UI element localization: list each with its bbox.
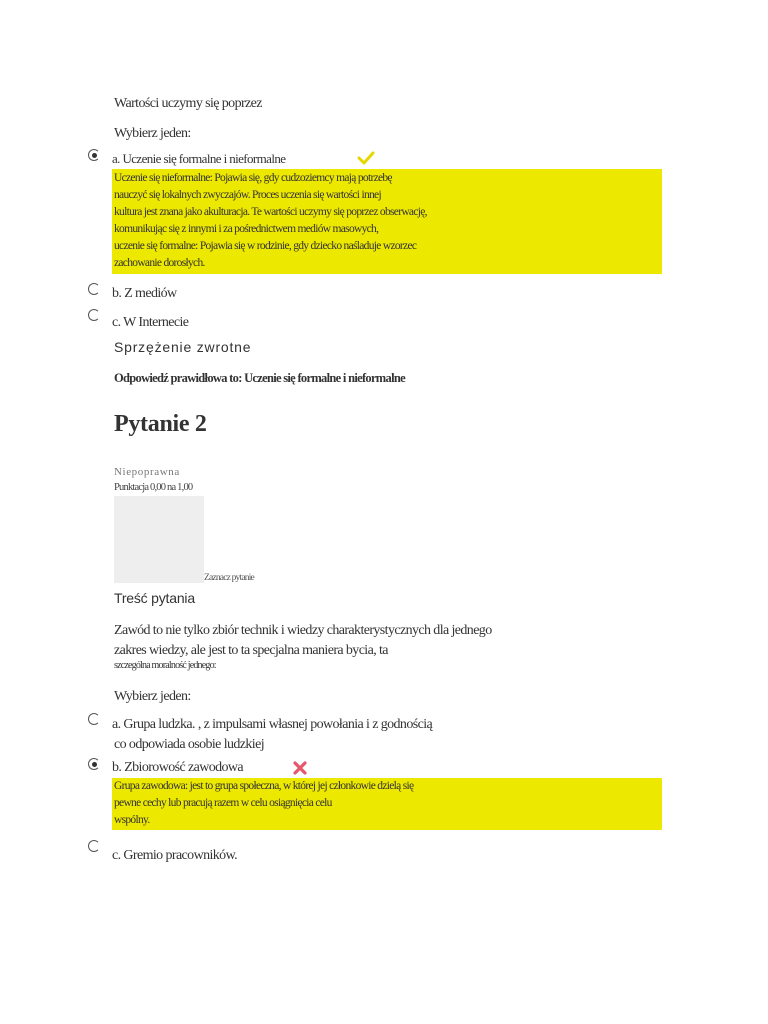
q1-option-a-label[interactable]: a. Uczenie się formalne i nieformalne [112, 151, 286, 166]
q2-content-heading: Treść pytania [114, 590, 195, 606]
q2-option-c-radio[interactable] [88, 840, 100, 852]
q2-option-a-label[interactable] [112, 715, 432, 755]
feedback-line: zachowanie dorosłych. [114, 257, 205, 269]
q1-choose-one: Wybierz jeden: [114, 126, 191, 141]
q2-option-a-radio[interactable] [88, 713, 100, 725]
flag-question-link[interactable]: Zaznacz pytanie [204, 573, 254, 583]
q1-option-b-label[interactable]: b. Z mediów [112, 286, 177, 301]
q1-option-a-radio[interactable] [88, 149, 100, 161]
q2-option-b-label[interactable]: b. Zbiorowość zawodowa [112, 760, 244, 775]
q2-option-b-feedback [112, 778, 662, 830]
q2-title: Pytanie 2 [114, 411, 207, 437]
q1-option-c-label[interactable]: c. W Internecie [112, 315, 189, 330]
radio-selected-dot [92, 153, 97, 158]
q1-option-c-radio[interactable] [88, 309, 100, 321]
feedback-line: komunikując się z innymi i za pośrednictwem mediów masowych, [114, 223, 379, 235]
q2-prompt-line: zakres wiedzy, ale jest to ta specjalna maniera bycia, ta [114, 643, 388, 658]
feedback-line: Uczenie się nieformalne: Pojawia się, gdy cudzoziemcy mają potrzebę [114, 172, 392, 184]
q2-option-b-radio[interactable] [88, 758, 100, 770]
q1-feedback-heading: Sprzężenie zwrotne [114, 339, 252, 355]
q2-option-a-line: co odpowiada osobie ludzkiej [114, 737, 264, 752]
q1-correct-answer: Odpowiedź prawidłowa to: Uczenie się formalne i nieformalne [114, 371, 405, 385]
cross-icon [292, 760, 308, 776]
q2-status: Niepoprawna [114, 466, 180, 478]
q2-option-c-label[interactable]: c. Gremio pracowników. [112, 848, 238, 863]
radio-selected-dot [92, 762, 97, 767]
feedback-line: uczenie się formalne: Pojawia się w rodzinie, gdy dziecko naśladuje wzorzec [114, 240, 417, 252]
q2-prompt-line: Zawód to nie tylko zbiór technik i wiedzy charakterystycznych dla jednego [114, 623, 492, 638]
feedback-line: pewne cechy lub pracują razem w celu osiągnięcia celu [114, 797, 332, 809]
q2-prompt-small: szczególna moralność jednego: [114, 660, 216, 671]
q2-score: Punktacja 0,00 na 1,00 [114, 482, 193, 493]
feedback-line: nauczyć się lokalnych zwyczajów. Proces uczenia się wartości innej [114, 189, 381, 201]
q2-prompt [114, 621, 492, 661]
q1-prompt: Wartości uczymy się poprzez [114, 96, 262, 111]
q2-choose-one: Wybierz jeden: [114, 689, 191, 704]
q1-option-b-radio[interactable] [88, 283, 100, 295]
flag-question-image [114, 496, 204, 583]
feedback-line: kultura jest znana jako akulturacja. Te wartości uczymy się poprzez obserwację, [114, 206, 427, 218]
q2-option-a-line: a. Grupa ludzka. , z impulsami własnej powołania i z godnością [112, 717, 433, 732]
check-icon [357, 151, 375, 165]
feedback-line: Grupa zawodowa: jest to grupa społeczna, w której jej członkowie dzielą się [114, 780, 414, 792]
feedback-line: wspólny. [114, 814, 150, 826]
q1-option-a-feedback [112, 169, 662, 274]
